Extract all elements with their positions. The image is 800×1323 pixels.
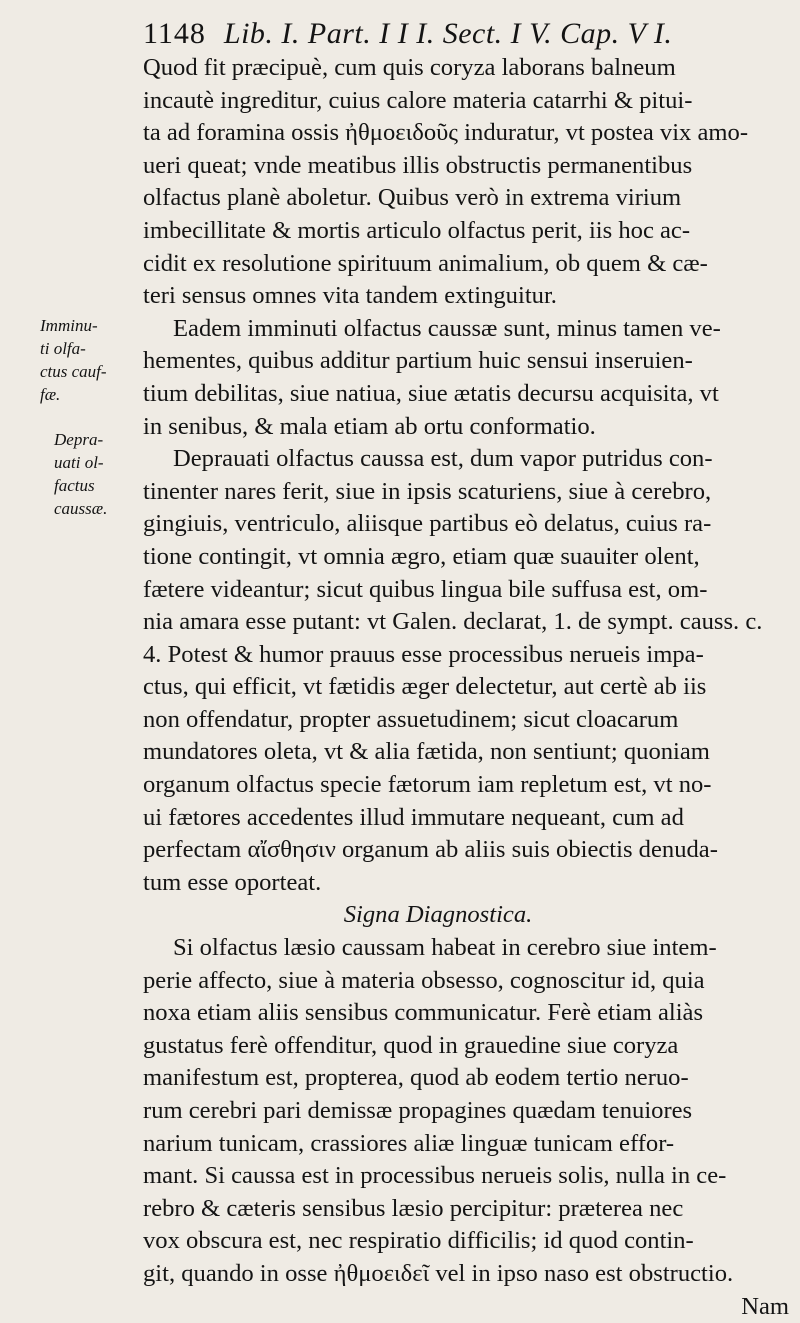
text-line: incautè ingreditur, cuius calore materia catarrhi & pitui- <box>143 86 693 114</box>
text-line: noxa etiam aliis sensibus communicatur. Ferè etiam aliàs <box>143 999 704 1027</box>
text-line: rum cerebri pari demissæ propagines quædam tenuiores <box>143 1097 693 1124</box>
text-line: tium debilitas, siue natiua, siue ætatis decursu acquisita, vt <box>143 379 719 407</box>
margin-note-deprauati <box>40 428 158 520</box>
page-number: 1148 <box>143 17 206 50</box>
text-line: organum olfactus specie fætorum iam repletum est, vt no- <box>143 771 712 799</box>
text-line: Si olfactus læsio caussam habeat in cerebro siue intem- <box>173 934 717 962</box>
text-line: fætere videantur; sicut quibus lingua bile suffusa est, om- <box>143 575 708 603</box>
text-line: tum esse oporteat. <box>143 868 322 896</box>
text-line: mant. Si caussa est in processibus nerueis solis, nulla in ce- <box>143 1162 727 1190</box>
margin-note-line: uati ol- <box>54 453 104 472</box>
text-line: manifestum est, propterea, quod ab eodem tertio neruo- <box>143 1064 689 1092</box>
text-line: ueri queat; vnde meatibus illis obstructis permanentibus <box>143 151 693 179</box>
margin-note-line: Imminu- <box>40 316 98 335</box>
text-line: nia amara esse putant: vt Galen. declarat, 1. de sympt. causs. c. <box>143 608 763 636</box>
text-line: olfactus planè aboletur. Quibus verò in extrema virium <box>143 184 682 212</box>
text-line: mundatores oleta, vt & alia fætida, non sentiunt; quoniam <box>143 738 710 766</box>
text-line: gingiuis, ventriculo, aliisque partibus eò delatus, cuius ra- <box>143 510 712 538</box>
text-line: non offendatur, propter assuetudinem; sicut cloacarum <box>143 705 679 733</box>
page-header <box>143 14 783 54</box>
text-line: ui fætores accedentes illud immutare nequeant, cum ad <box>143 803 684 831</box>
section-heading: Signa Diagnostica. <box>343 901 533 929</box>
margin-note-line: Depra- <box>54 430 104 449</box>
body-text <box>143 52 793 1323</box>
text-line: tione contingit, vt omnia ægro, etiam quæ suauiter olent, <box>143 542 700 570</box>
text-line: vox obscura est, nec respiratio difficilis; id quod contin- <box>143 1227 694 1255</box>
text-line: 4. Potest & humor prauus esse processibus nerueis impa- <box>143 640 704 668</box>
catchword: Nam <box>741 1292 789 1320</box>
text-line: cidit ex resolutione spirituum animalium, ob quem & cæ- <box>143 249 708 277</box>
text-line: Deprauati olfactus caussa est, dum vapor putridus con- <box>173 445 713 473</box>
margin-note-line: caussæ. <box>54 499 108 518</box>
text-line: Eadem imminuti olfactus caussæ sunt, minus tamen ve- <box>173 314 721 342</box>
text-line: ctus, qui efficit, vt fætidis æger delectetur, aut certè ab iis <box>143 673 707 701</box>
text-line: imbecillitate & mortis articulo olfactus perit, iis hoc ac- <box>143 216 691 244</box>
running-title: Lib. I. Part. I I I. Sect. I V. Cap. V I. <box>223 17 673 50</box>
margin-note-imminuti <box>40 314 144 406</box>
text-line: gustatus ferè offenditur, quod in grauedine siue coryza <box>143 1031 679 1059</box>
text-line: Quod fit præcipuè, cum quis coryza laborans balneum <box>143 54 676 81</box>
text-line: rebro & cæteris sensibus læsio percipitur: præterea nec <box>143 1194 684 1222</box>
text-line: hementes, quibus additur partium huic sensui inseruien- <box>143 347 693 375</box>
text-line: narium tunicam, crassiores aliæ linguæ tunicam effor- <box>143 1129 675 1157</box>
text-line: teri sensus omnes vita tandem extinguitur. <box>143 282 557 310</box>
text-line: git, quando in osse ἠθμοειδεῖ vel in ipso naso est obstructio. <box>143 1259 734 1287</box>
margin-note-line: fæ. <box>40 385 61 404</box>
text-line: perie affecto, siue à materia obsesso, cognoscitur id, quia <box>143 966 705 994</box>
text-line: tinenter nares ferit, siue in ipsis scaturiens, siue à cerebro, <box>143 477 712 505</box>
margin-note-line: ti olfa- <box>40 339 86 358</box>
margin-note-line: factus <box>54 476 95 495</box>
text-line: ta ad foramina ossis ἠθμοειδοῦς induratur, vt postea vix amo- <box>143 119 749 147</box>
text-line: in senibus, & mala etiam ab ortu conformatio. <box>143 412 596 440</box>
text-line: perfectam αἴσθησιν organum ab aliis suis obiectis denuda- <box>143 836 718 864</box>
margin-note-line: ctus cauf- <box>40 362 107 381</box>
